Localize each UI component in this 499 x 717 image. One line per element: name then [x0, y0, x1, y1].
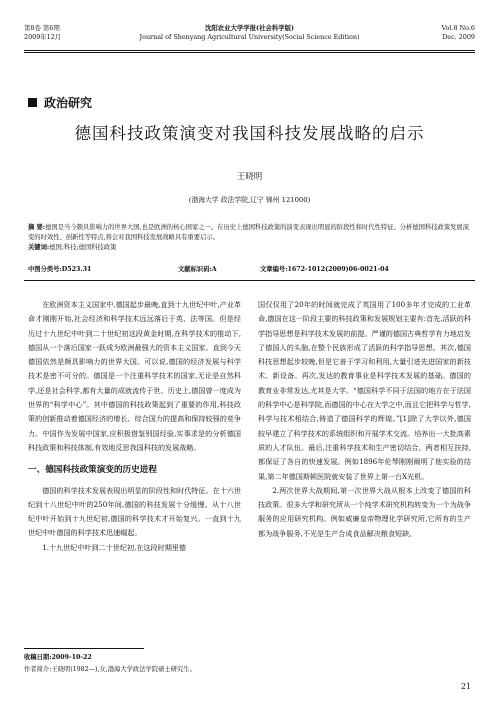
article-author: 王晓明 [236, 172, 263, 182]
keywords-text: 德国;科技;德国科技政策 [49, 244, 117, 251]
period-two-paragraph: 2.两次世界大战期间,第一次世界大战从根本上改变了德国的科技政策。很多大学和研究所从一个纯学术研究机构转变为一个为战争服务的应用研究机构。例如威廉皇帝物理化学研究所,它所有的生产都为战争服务,不光是生产合成食品解决粮食短缺、 [258, 485, 471, 538]
issue-date: 2009年12月 [24, 33, 62, 41]
section-one-heading: 一、德国科技政策演变的历史进程 [28, 465, 157, 476]
square-bullet-icon [28, 98, 37, 107]
author-affiliation: (渤海大学 政法学院,辽宁 锦州 121000) [188, 196, 311, 204]
page-number: 21 [460, 682, 471, 691]
header-rule-thin [24, 52, 475, 53]
keywords-label: 关键词: [28, 244, 50, 251]
issue-date-en: Dec. 2009 [442, 33, 475, 41]
journal-name-en: Journal of Shenyang Agricultural University(Social Science Edition) [139, 33, 360, 41]
abstract-rule [24, 280, 475, 281]
running-header [24, 24, 475, 52]
period-one-paragraph: 1.十九世纪中叶到二十世纪初,在这段时期里德 [42, 542, 186, 552]
period-one-continued: 国仅仅用了20年的时间就完成了英国用了100多年才完成的工业革命,德国在这一阶段主要的科技政策和发展规划主要有:首先,活跃的科学指导思想是科学技术发展的前提。严谨的德国古典哲学有力地启发了德国人的头脑,在整个民族形成了活跃的科学指导思想。其次,德国科技思想起步较晚,但是它善于学习和利用,大量引进先进国家的新技术、新设备。再次,发达的教育事业是科学技术发展的基础。德国的教育业非常发达,尤其是大学。“德国科学不同于法国的地方在于法国的科学中心是科学院,而德国的中心在大学之中,而且它把科学与哲学,科学与技术相结合,铸造了德国科学的辉煌。”[1]除了大学以外,德国较早建立了科学技术的系统组织和开展学术交流。培养出一大批高素质的人才队伍。最后,注重科学技术和生产密切结合。两者相互扶持,都保证了各自的快速发展。例如1896年伦琴刚刚阐明了他实验的结果,第二年德国斯顿医院就安装了世界上第一台X光机。 [258, 300, 471, 481]
keywords-line [28, 243, 471, 253]
abstract [28, 223, 471, 253]
footnote-rule [24, 648, 144, 649]
document-code: 文献标识码:A [178, 266, 217, 273]
author-bio: 作者简介:王晓明(1982—),女,渤海大学政法学院硕士研究生。 [24, 666, 196, 673]
journal-name-cn: 沈阳农业大学学报(社会科学版) [204, 24, 295, 32]
article-number: 文章编号:1672-1012(2009)06-0021-04 [260, 266, 389, 273]
intro-paragraph: 在欧洲资本主义国家中,德国起步最晚,直到十九世纪中叶,产业革命才刚刚开始,社会经济和科学技术远远落后于英、法等国。但是经历过十九世纪中叶到二十世纪初这段黄金时期,在科学技术的推动下,德国从一个落后国家一跃成为欧洲最强大的资本主义国家。直到今天德国依然是颇具影响力的世界大国。可以说,德国的经济发展与科学技术是密不可分的。德国是一个注重科学技术的国家,无论是自然科学,还是社会科学,都有大量的成就流传于世。历史上,德国曾一度成为世界的“科学中心”。其中德国的科技政策起到了重要的作用,科技政策的创新推动着德国经济的增长、综合国力的提高和保持较强的竞争力。中国作为发展中国家,应积极借鉴别国经验,实事求是的分析德国科技政策和科技体制,有效地反思我国科技的发展战略。 [28, 300, 241, 452]
header-center [24, 24, 475, 42]
article-title: 德国科技政策演变对我国科技发展战略的启示 [74, 124, 425, 143]
section-one-paragraph: 德国的科学技术发展表现出明显的阶段性和时代特征。在十六世纪到十八世纪中叶的250年间,德国的科技发展十分缓慢。从十八世纪中叶开始到十九世纪初,德国的科学技术才开始复兴。一直到十九世纪中叶德国的科学技术迅速崛起。 [28, 485, 241, 538]
classification-line [28, 264, 471, 274]
volume-issue-en: Vol.8 No.6 [441, 24, 475, 32]
right-column [258, 298, 471, 541]
received-date: 收稿日期:2009-10-22 [24, 654, 92, 661]
abstract-text: 德国是当今颇具影响力的世界大国,也是欧洲的核心国家之一。在历史上德国科技政策的演变表现出明显的阶段性和时代性特征。分析德国科技政策发展演变的时效性、创新性等特点,将会对我国科技发展战略具有重要启示。 [28, 224, 470, 241]
section-heading [28, 94, 92, 111]
header-rule [24, 50, 475, 51]
abstract-label: 摘 要: [28, 224, 46, 231]
left-column [28, 298, 241, 555]
clc-number: 中图分类号:D523.31 [28, 266, 92, 273]
abstract-body [28, 223, 471, 243]
volume-issue: 第8卷 第6期 [24, 24, 60, 32]
section-label: 政治研究 [44, 96, 93, 110]
header-right [442, 24, 475, 42]
footnote [24, 652, 475, 676]
